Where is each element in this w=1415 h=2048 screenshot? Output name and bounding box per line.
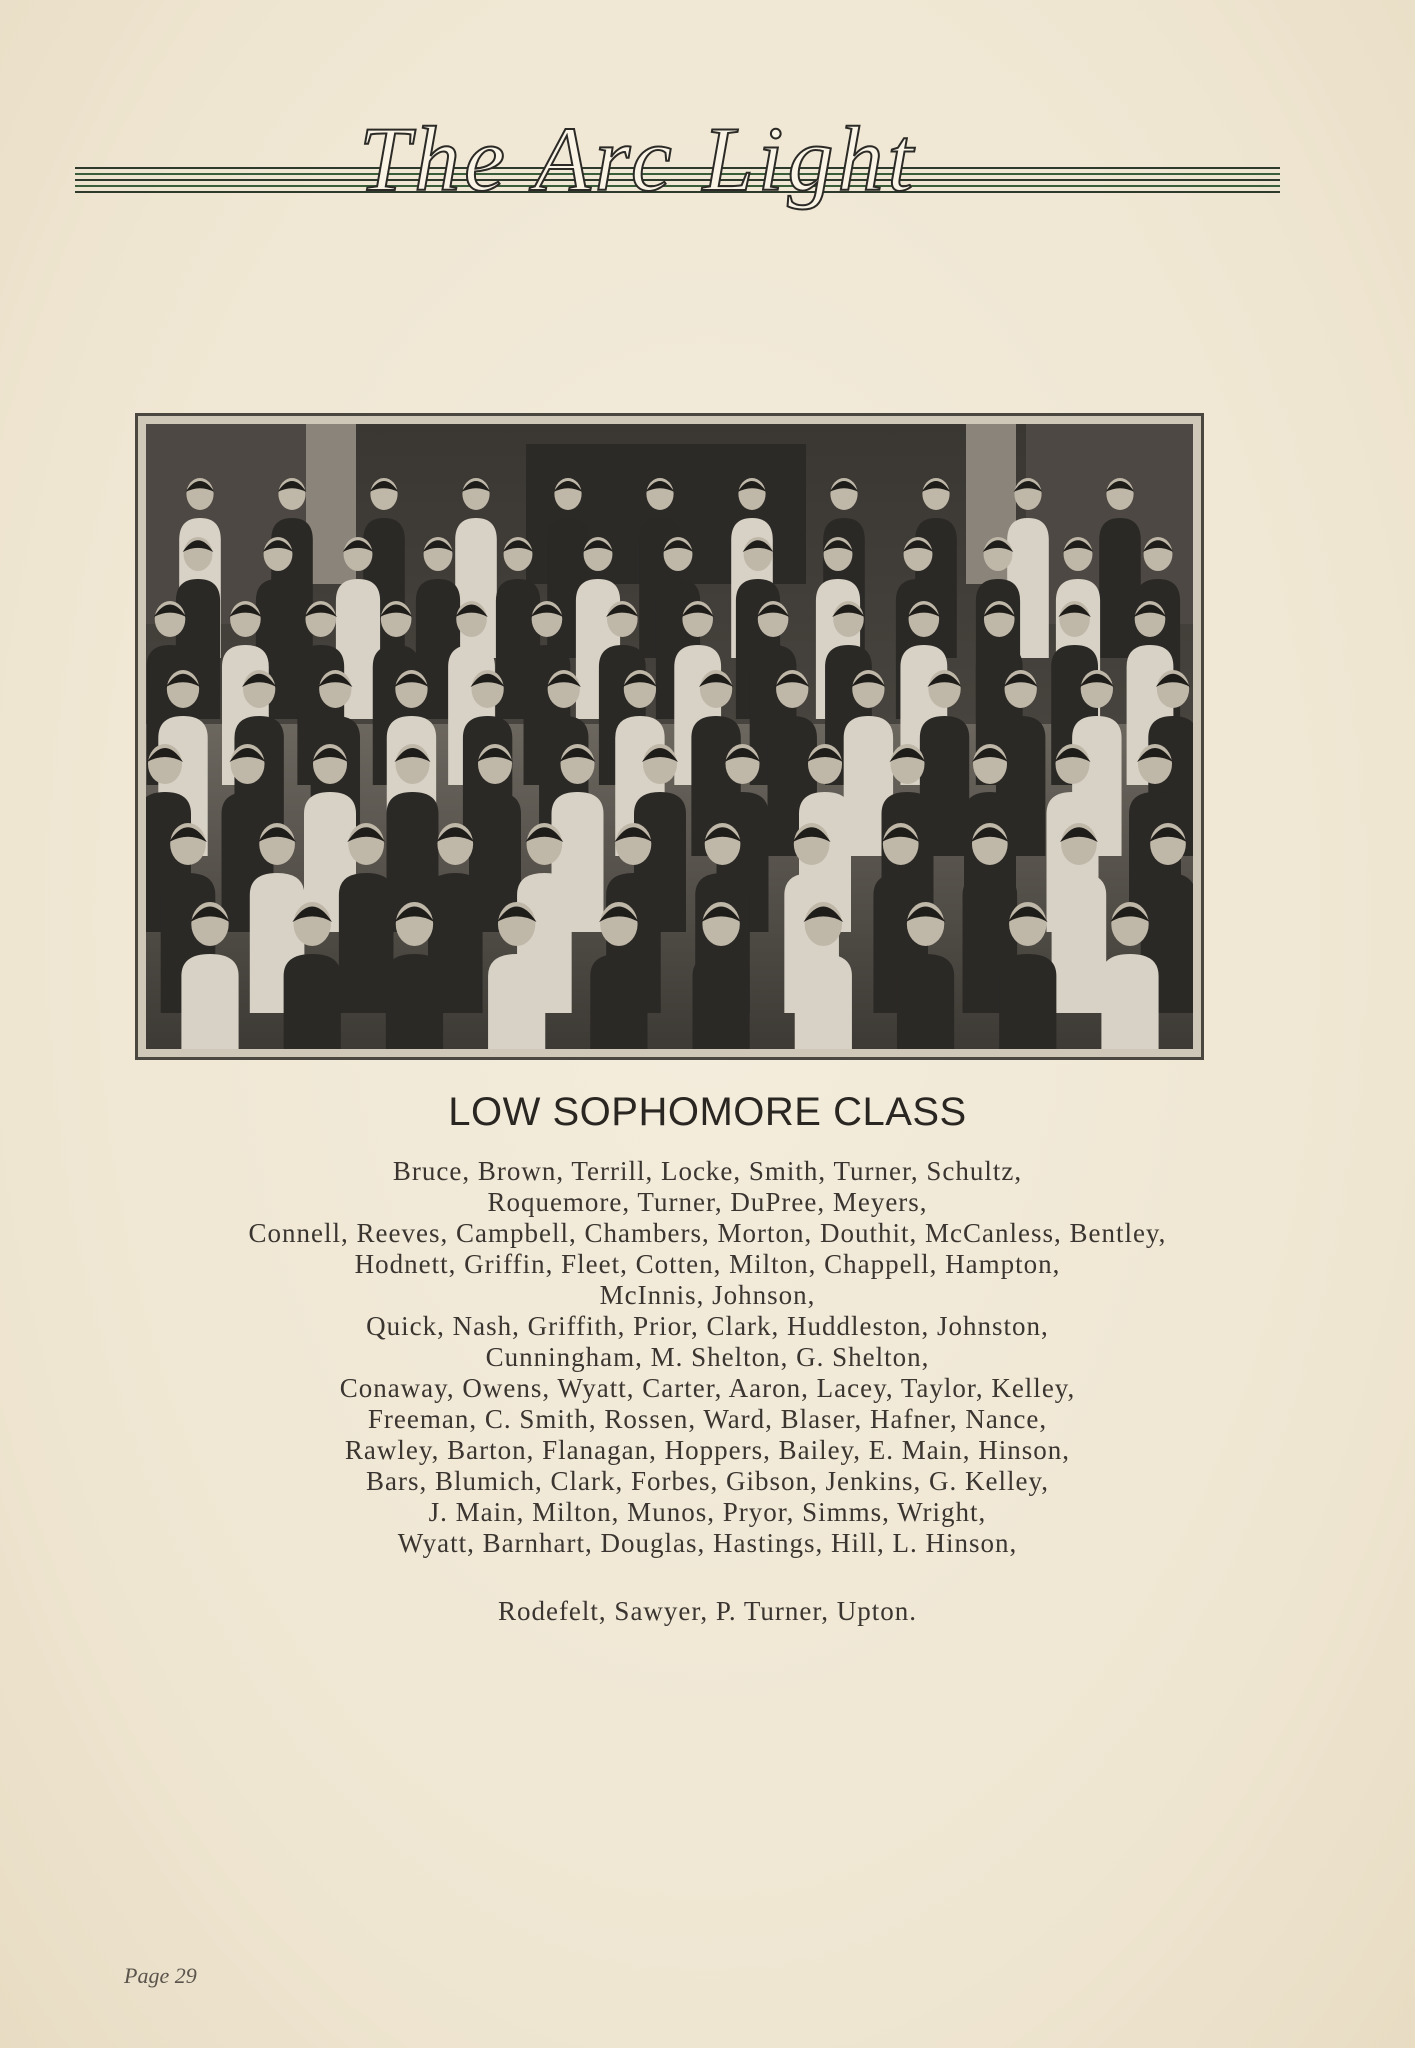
student-names-line: Wyatt, Barnhart, Douglas, Hastings, Hill, L. Hinson,	[397, 1528, 1018, 1558]
student-names-line: Conaway, Owens, Wyatt, Carter, Aaron, Lacey, Taylor, Kelley,	[339, 1373, 1076, 1403]
page-number: Page 29	[124, 1963, 197, 1988]
student-names-line: J. Main, Milton, Munos, Pryor, Simms, Wright,	[428, 1497, 987, 1527]
student-names-line: Roquemore, Turner, DuPree, Meyers,	[487, 1187, 928, 1217]
student-names-line: Cunningham, M. Shelton, G. Shelton,	[485, 1342, 930, 1372]
student-names-line: Rawley, Barton, Flanagan, Hoppers, Bailey, E. Main, Hinson,	[344, 1435, 1071, 1465]
student-names-line: Quick, Nash, Griffith, Prior, Clark, Huddleston, Johnston,	[366, 1311, 1049, 1341]
class-photo-frame	[135, 413, 1204, 1060]
student-names-line: McInnis, Johnson,	[599, 1280, 816, 1310]
student-names-line: Hodnett, Griffin, Fleet, Cotten, Milton, Chappell, Hampton,	[354, 1249, 1061, 1279]
student-names-line: Connell, Reeves, Campbell, Chambers, Morton, Douthit, McCanless, Bentley,	[248, 1218, 1167, 1248]
masthead-title: The Arc Light	[359, 108, 918, 210]
class-photo	[146, 424, 1193, 1049]
student-names-final-line: Rodefelt, Sawyer, P. Turner, Upton.	[497, 1596, 918, 1626]
class-caption: LOW SOPHOMORE CLASS	[448, 1090, 967, 1134]
student-names-line: Bars, Blumich, Clark, Forbes, Gibson, Jenkins, G. Kelley,	[366, 1466, 1049, 1496]
student-names-line: Freeman, C. Smith, Rossen, Ward, Blaser, Hafner, Nance,	[367, 1404, 1048, 1434]
masthead	[75, 95, 1280, 275]
student-name-list	[0, 1156, 1415, 1559]
student-names-line: Bruce, Brown, Terrill, Locke, Smith, Turner, Schultz,	[392, 1156, 1023, 1186]
